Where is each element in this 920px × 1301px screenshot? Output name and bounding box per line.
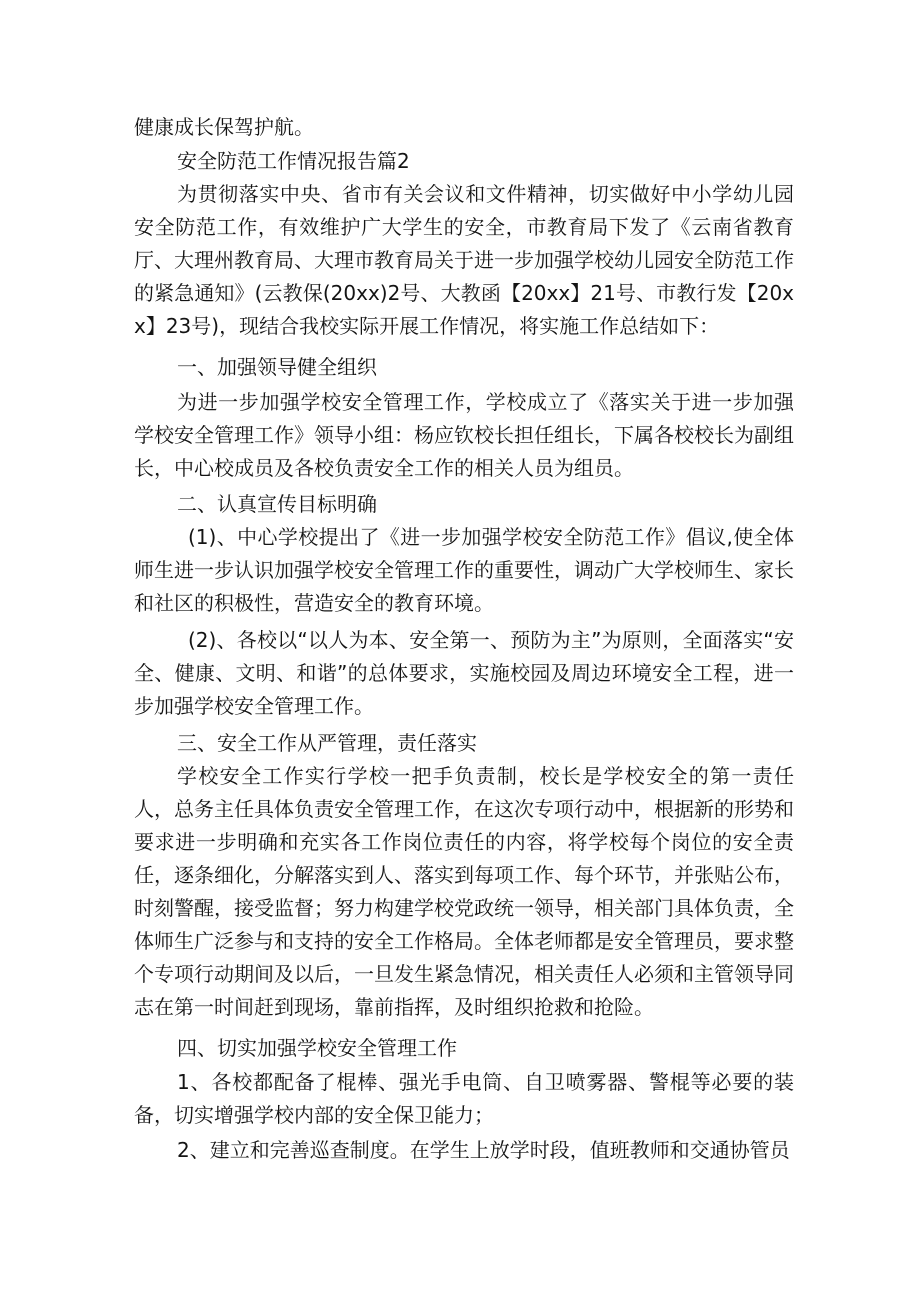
heading-two: 二、认真宣传目标明确 xyxy=(177,492,377,516)
heading-three: 三、安全工作从严管理，责任落实 xyxy=(177,731,477,755)
paragraph-item-1: (1)、中心学校提出了《进一步加强学校安全防范工作》倡议,使全体师生进一步认识加强学校安全管理工作的重要性，调动广大学校师生、家长和社区的积极性，营造安全的教育环境。 xyxy=(134,525,794,615)
paragraph-equipment: 1、各校都配备了棍棒、强光手电筒、自卫喷雾器、警棍等必要的装备，切实增强学校内部的安全保卫能力； xyxy=(134,1070,794,1127)
paragraph-patrol: 2、建立和完善巡查制度。在学生上放学时段，值班教师和交通协管员 xyxy=(177,1138,790,1162)
paragraph-intro: 为贯彻落实中央、省市有关会议和文件精神，切实做好中小学幼儿园安全防范工作，有效维护广大学生的安全，市教育局下发了《云南省教育厅、大理州教育局、大理市教育局关于进一步加强学校幼儿园安全防范工作的紧急通知》(云教保(20xx)2号、大教函【20xx】21号、市教行发【20xx】23号)，现结合我校实际开展工作情况，将实施工作总结如下： xyxy=(134,182,794,338)
heading-four: 四、切实加强学校安全管理工作 xyxy=(177,1036,457,1060)
paragraph-continuation: 健康成长保驾护航。 xyxy=(134,115,314,139)
paragraph-leadership: 为进一步加强学校安全管理工作，学校成立了《落实关于进一步加强学校安全管理工作》领导小组：杨应钦校长担任组长，下属各校校长为副组长，中心校成员及各校负责安全工作的相关人员为组员。 xyxy=(134,390,794,480)
heading-one: 一、加强领导健全组织 xyxy=(177,355,377,379)
paragraph-responsibility: 学校安全工作实行学校一把手负责制，校长是学校安全的第一责任人，总务主任具体负责安全管理工作，在这次专项行动中，根据新的形势和要求进一步明确和充实各工作岗位责任的内容，将学校每个岗位的安全责任，逐条细化，分解落实到人、落实到每项工作、每个环节，并张贴公布，时刻警醒，接受监督；努力构建学校党政统一领导，相关部门具体负责，全体师生广泛参与和支持的安全工作格局。全体老师都是安全管理员，要求整个专项行动期间及以后，一旦发生紧急情况，相关责任人必须和主管领导同志在第一时间赶到现场，靠前指挥，及时组织抢救和抢险。 xyxy=(134,764,794,1019)
section-title: 安全防范工作情况报告篇2 xyxy=(177,149,410,173)
paragraph-item-2: (2)、各校以“以人为本、安全第一、预防为主”为原则，全面落实“安全、健康、文明、和谐”的总体要求，实施校园及周边环境安全工程，进一步加强学校安全管理工作。 xyxy=(134,628,794,718)
